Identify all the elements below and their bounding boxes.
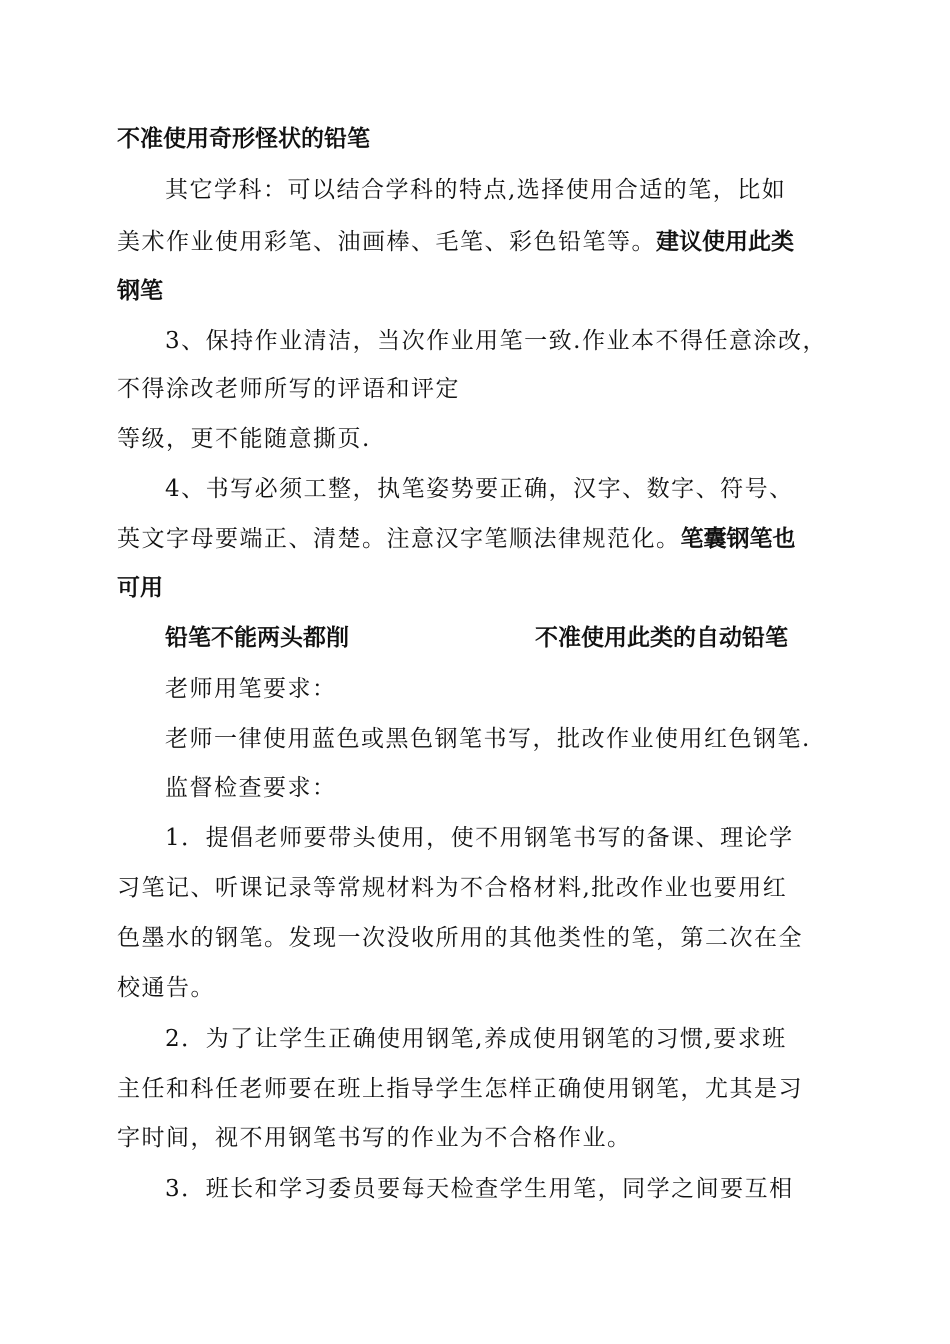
section-supervision: 监督检查要求： <box>165 775 337 801</box>
paragraph-text: 美术作业使用彩笔、油画棒、毛笔、彩色铅笔等。 <box>117 229 656 255</box>
caption-recommended-pens: 建议使用此类 <box>656 229 794 255</box>
supervision-item-1-cont: 色墨水的钢笔。发现一次没收所用的其他类性的笔，第二次在全 <box>117 925 803 951</box>
caption-no-mechanical-pencil: 不准使用此类的自动铅笔 <box>535 625 788 651</box>
teacher-pen-rule: 老师一律使用蓝色或黑色钢笔书写，批改作业使用红色钢笔. <box>165 726 811 752</box>
rule-4: 4、书写必须工整，执笔姿势要正确，汉字、数字、符号、 <box>165 476 794 502</box>
rule-3-cont: 等级，更不能随意撕页. <box>117 426 371 452</box>
rule-3-cont: 不得涂改老师所写的评语和评定 <box>117 376 460 402</box>
paragraph-other-subjects: 其它学科：可以结合学科的特点,选择使用合适的笔，比如 <box>165 177 787 203</box>
supervision-item-2: 2．为了让学生正确使用钢笔,养成使用钢笔的习惯,要求班 <box>165 1026 787 1052</box>
supervision-item-1-cont: 习笔记、听课记录等常规材料为不合格材料,批改作业也要用红 <box>117 875 788 901</box>
paragraph-text: 英文字母要端正、清楚。注意汉字笔顺法律规范化。 <box>117 526 681 552</box>
rule-3: 3、保持作业清洁，当次作业用笔一致.作业本不得任意涂改， <box>165 328 827 354</box>
paragraph-line <box>117 227 794 257</box>
supervision-item-2-cont: 字时间，视不用钢笔书写的作业为不合格作业。 <box>117 1125 632 1151</box>
paragraph-line <box>117 524 796 554</box>
supervision-item-2-cont: 主任和科任老师要在班上指导学生怎样正确使用钢笔，尤其是习 <box>117 1076 803 1102</box>
section-teacher-pen: 老师用笔要求： <box>165 676 337 702</box>
caption-recommended-pens-cont: 钢笔 <box>117 278 163 304</box>
supervision-item-3: 3．班长和学习委员要每天检查学生用笔，同学之间要互相 <box>165 1176 794 1202</box>
caption-cartridge-pens: 笔囊钢笔也 <box>680 526 796 552</box>
caption-cartridge-pens-cont: 可用 <box>117 575 163 601</box>
caption-pencil-sharpen: 铅笔不能两头都削 <box>165 625 349 651</box>
caption-no-odd-pencils: 不准使用奇形怪状的铅笔 <box>117 126 370 152</box>
supervision-item-1-cont: 校通告。 <box>117 975 215 1001</box>
supervision-item-1: 1．提倡老师要带头使用，使不用钢笔书写的备课、理论学 <box>165 825 794 851</box>
